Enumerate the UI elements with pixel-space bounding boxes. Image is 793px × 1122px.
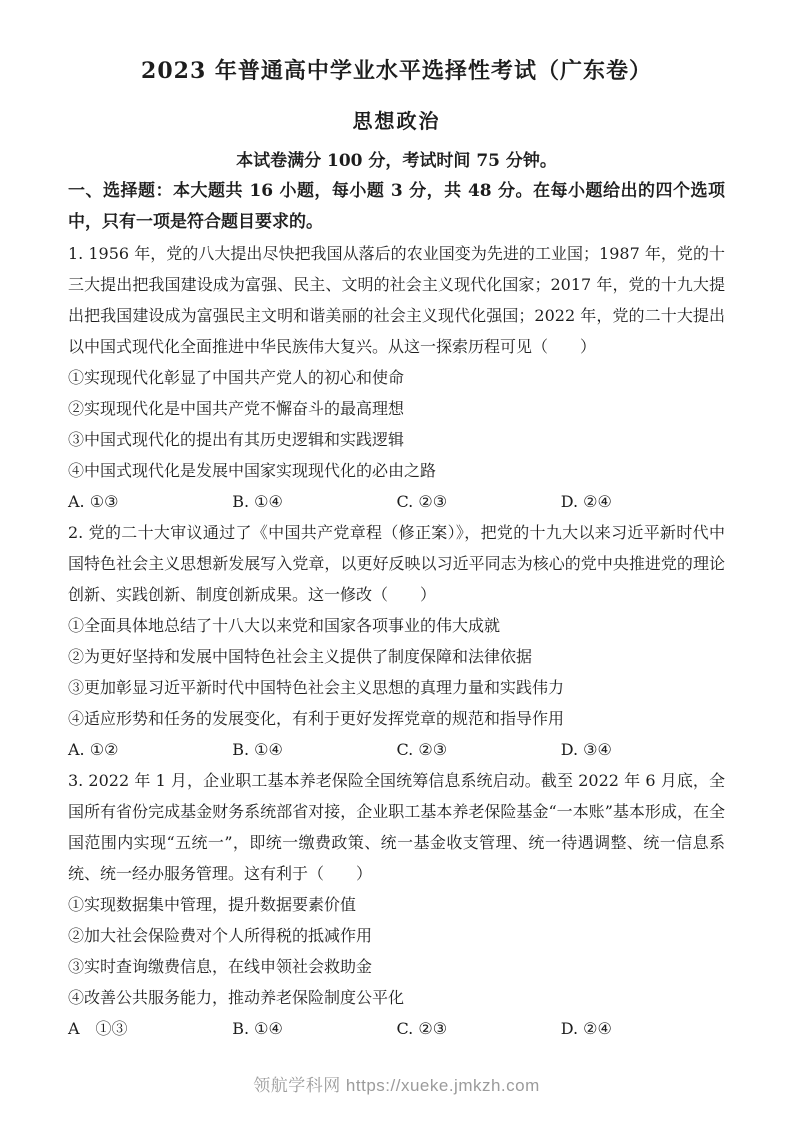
- section-heading: 一、选择题：本大题共 16 小题，每小题 3 分，共 48 分。在每小题给出的四个选项中，只有一项是符合题目要求的。: [68, 181, 725, 232]
- question-3-option-2: ②加大社会保险费对个人所得税的抵减作用: [68, 926, 373, 945]
- question-1-option-4: ④中国式现代化是发展中国家实现现代化的必由之路: [68, 461, 437, 480]
- question-1-option-2: ②实现现代化是中国共产党不懈奋斗的最高理想: [68, 399, 405, 418]
- question-3-choice-b: B. ①④: [232, 1019, 283, 1038]
- question-3-choice-c: C. ②③: [396, 1019, 448, 1038]
- question-1-choice-d: D. ②④: [560, 492, 612, 511]
- question-1: [68, 238, 725, 517]
- question-2-choice-d: D. ③④: [560, 740, 612, 759]
- subject-title: 思想政治: [352, 109, 441, 133]
- question-1-stem: 1. 1956 年，党的八大提出尽快把我国从落后的农业国变为先进的工业国；1987 年，党的十三大提出把我国建设成为富强、民主、文明的社会主义现代化国家；2017 年，党的十九大提出把我国建设成为富强民主文明和谐美丽的社会主义现代化强国；2022 年，党的二十大提出以中国式现代化全面推进中华民族伟大复兴。从这一探索历程可见（ ）: [68, 244, 725, 356]
- question-1-choice-a: A. ①③: [68, 492, 119, 511]
- question-1-option-3: ③中国式现代化的提出有其历史逻辑和实践逻辑: [68, 430, 405, 449]
- question-3-option-1: ①实现数据集中管理，提升数据要素价值: [68, 895, 357, 914]
- question-3-option-4: ④改善公共服务能力，推动养老保险制度公平化: [68, 988, 405, 1007]
- question-1-option-1: ①实现现代化彰显了中国共产党人的初心和使命: [68, 368, 405, 387]
- question-2-stem: 2. 党的二十大审议通过了《中国共产党章程（修正案）》，把党的十九大以来习近平新时代中国特色社会主义思想新发展写入党章，以更好反映以习近平同志为核心的党中央推进党的理论创新、实践创新、制度创新成果。这一修改（ ）: [68, 523, 725, 604]
- question-3-choices: [68, 1013, 725, 1044]
- question-2-choice-a: A. ①②: [68, 740, 119, 759]
- question-2-option-2: ②为更好坚持和发展中国特色社会主义提供了制度保障和法律依据: [68, 647, 533, 666]
- question-2-option-4: ④适应形势和任务的发展变化，有利于更好发挥党章的规范和指导作用: [68, 709, 565, 728]
- question-1-choice-c: C. ②③: [396, 492, 448, 511]
- question-1-choice-b: B. ①④: [232, 492, 283, 511]
- footer-watermark: 领航学科网 https://xueke.jmkzh.com: [253, 1076, 540, 1095]
- question-2: [68, 517, 725, 765]
- exam-info: 本试卷满分 100 分，考试时间 75 分钟。: [236, 151, 557, 171]
- question-2-choices: [68, 734, 725, 765]
- question-3-option-3: ③实时查询缴费信息，在线申领社会救助金: [68, 957, 373, 976]
- question-3-stem: 3. 2022 年 1 月，企业职工基本养老保险全国统筹信息系统启动。截至 2022 年 6 月底，全国所有省份完成基金财务系统部省对接，企业职工基本养老保险基金“一本账”基本形成，在全国范围内实现“五统一”，即统一缴费政策、统一基金收支管理、统一待遇调整、统一信息系统、统一经办服务管理。这有利于（ ）: [68, 771, 725, 883]
- question-2-option-1: ①全面具体地总结了十八大以来党和国家各项事业的伟大成就: [68, 616, 501, 635]
- question-3-choice-a: A ①③: [68, 1019, 128, 1038]
- question-1-choices: [68, 486, 725, 517]
- page-title: 2023 年普通高中学业水平选择性考试（广东卷）: [141, 58, 652, 84]
- question-3: [68, 765, 725, 1044]
- question-2-choice-b: B. ①④: [232, 740, 283, 759]
- question-2-option-3: ③更加彰显习近平新时代中国特色社会主义思想的真理力量和实践伟力: [68, 678, 565, 697]
- question-3-choice-d: D. ②④: [560, 1019, 612, 1038]
- question-2-choice-c: C. ②③: [396, 740, 448, 759]
